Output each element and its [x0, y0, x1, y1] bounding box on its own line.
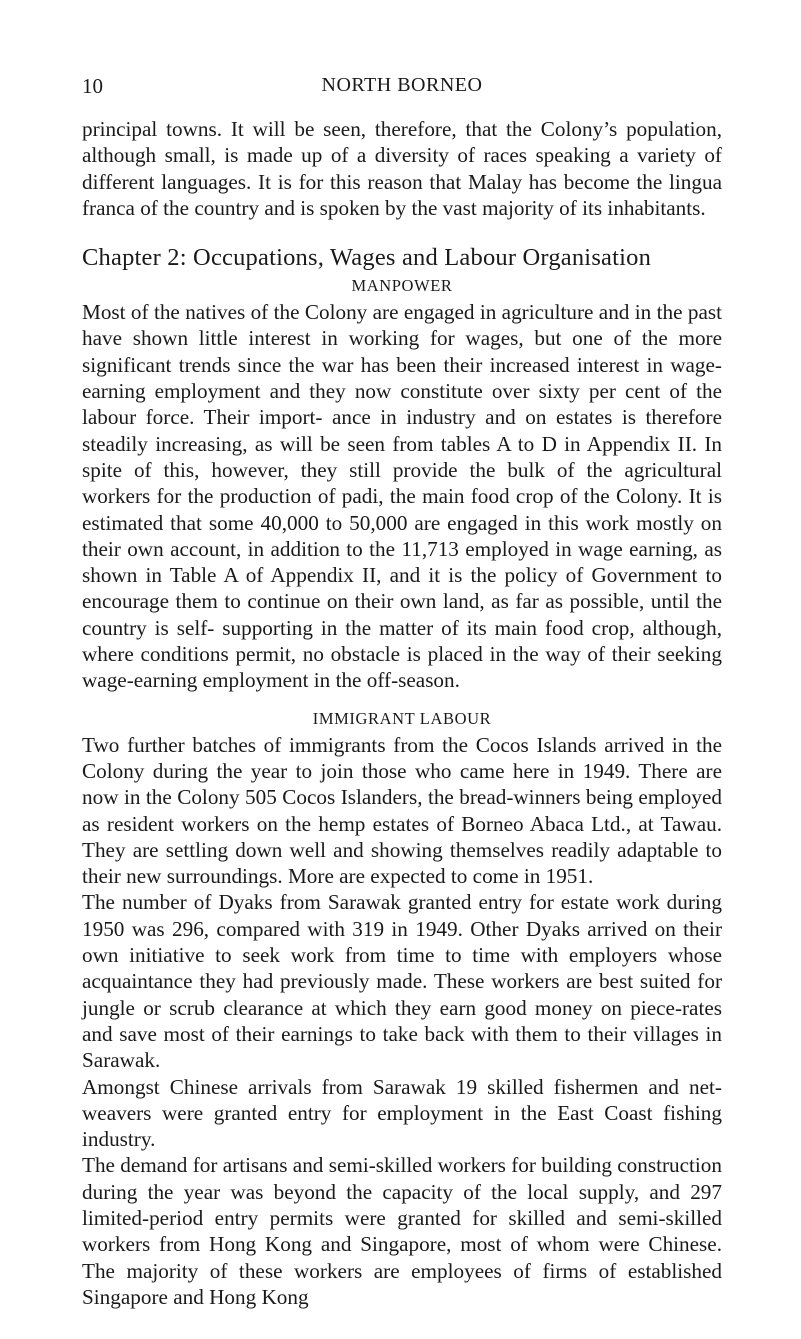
body-text — [82, 116, 722, 1310]
paragraph-manpower: Most of the natives of the Colony are engaged in agriculture and in the past have shown little interest in working for wages, but one of the more significant trends since the war has been their increased interest in wage-earning employment and they now constitute over sixty per cent of the labour force. Their import- ance in industry and on estates is therefore steadily increasing, as will be seen from tables A to D in Appendix II. In spite of this, however, they still provide the bulk of the agricultural workers for the production of padi, the main food crop of the Colony. It is estimated that some 40,000 to 50,000 are engaged in this work mostly on their own account, in addition to the 11,713 employed in wage earning, as shown in Table A of Appendix II, and it is the policy of Government to encourage them to continue on their own land, as far as possible, until the country is self- supporting in the matter of its main food crop, although, where conditions permit, no obstacle is placed in the way of their seeking wage-earning employment in the off-season. — [82, 300, 722, 693]
running-title: NORTH BORNEO — [321, 74, 483, 96]
paragraph-artisans: The demand for artisans and semi-skilled workers for building construction during the year was beyond the capacity of the local supply, and 297 limited-period entry permits were granted for skilled and semi-skilled workers from Hong Kong and Singapore, most of whom were Chinese. The majority of these workers are employees of firms of established Singapore and Hong Kong — [82, 1153, 722, 1309]
paragraph-intro: principal towns. It will be seen, therefore, that the Colony’s population, although small, is made up of a diversity of races speaking a variety of different languages. It is for this reason that Malay has become the lingua franca of the country and is spoken by the vast majority of its inhabitants. — [82, 117, 722, 220]
paragraph-chinese-arrivals: Amongst Chinese arrivals from Sarawak 19 skilled fishermen and net-weavers were granted entry for employment in the East Coast fishing industry. — [82, 1074, 722, 1152]
chapter-title: Chapter 2: Occupations, Wages and Labour Organisation — [82, 244, 652, 272]
section-heading-immigrant-labour: IMMIGRANT LABOUR — [312, 708, 492, 728]
page-number: 10 — [82, 74, 103, 98]
paragraph-dyaks: The number of Dyaks from Sarawak granted entry for estate work during 1950 was 296, compared with 319 in 1949. Other Dyaks arrived on their own initiative to seek work from time to time with employers whose acquaintance they had previously made. These workers are best suited for jungle or scrub clearance at which they earn good money on piece-rates and save most of their earnings to take back with them to their villages in Sarawak. — [82, 890, 722, 1073]
paragraph-cocos-islands: Two further batches of immigrants from the Cocos Islands arrived in the Colony during the year to join those who came here in 1949. There are now in the Colony 505 Cocos Islanders, the bread-winners being employed as resident workers on the hemp estates of Borneo Abaca Ltd., at Tawau. They are settling down well and showing themselves readily adaptable to their new surroundings. More are expected to come in 1951. — [82, 732, 722, 889]
section-heading-manpower: MANPOWER — [351, 276, 453, 296]
page-header — [82, 74, 722, 104]
